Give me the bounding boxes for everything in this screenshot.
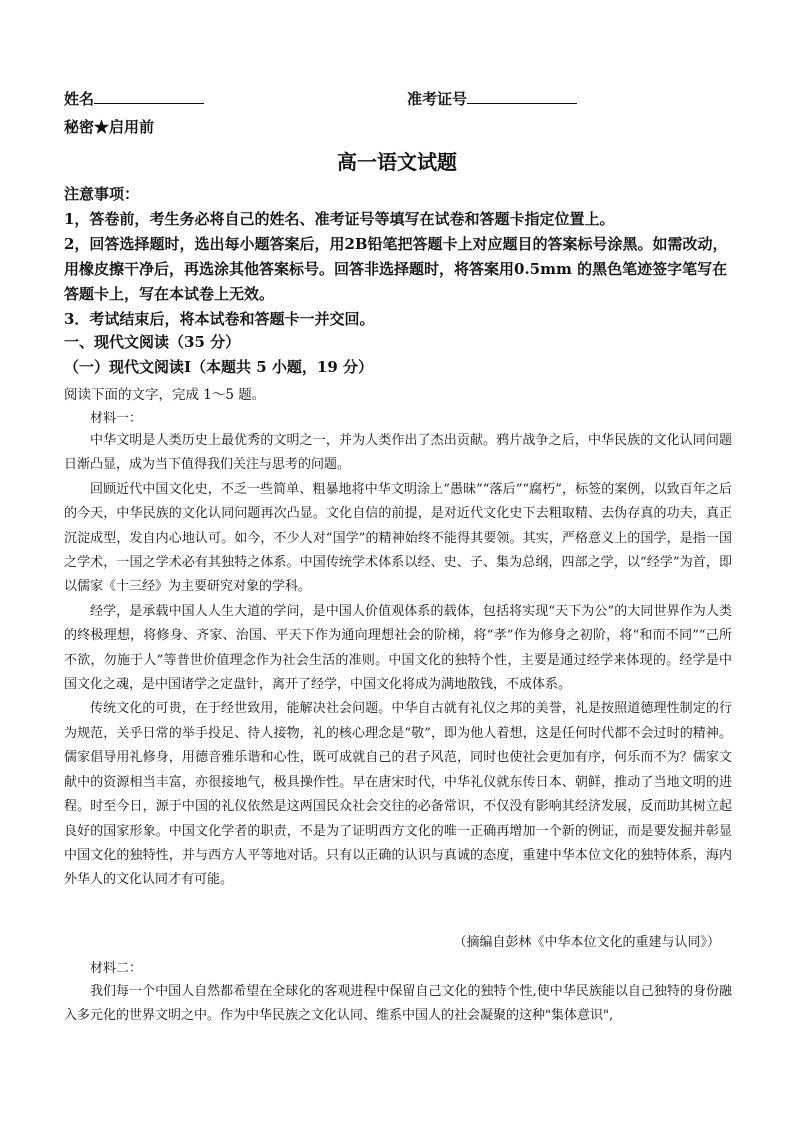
notes-block: [64, 182, 736, 332]
paragraph: 回顾近代中国文化史，不乏一些简单、粗暴地将中华文明涂上“愚昧”“落后”“腐朽”，标签的案例，以致百年之后的今天，中华民族的文化认同问题再次凸显。文化自信的前提，是对近代文化史下去粗取精、去伪存真的功夫，真正沉淀成型，发自内心地认可。如今，不少人对“国学”的精神始终不能得其要领。其实，严格意义上的国学，是指一国之学术，一国之学术必有其独特之体系。中国传统学术体系以经、史、子、集为总纲，四部之学，以“经学”为首，即以儒家《十三经》为主要研究对象的学科。: [64, 481, 732, 595]
notes-item: 1，答卷前，考生务必将自己的姓名、准考证号等填写在试卷和答题卡指定位置上。: [64, 210, 615, 228]
admission-number-label: 准考证号: [407, 90, 468, 108]
paragraph: 我们每一个中国人自然都希望在全球化的客观进程中保留自己文化的独特个性,使中华民族能以自己独特的身份融入多元化的世界文明之中。作为中华民族之文化认同、维系中国人的社会凝聚的这种"集体意识",: [64, 984, 732, 1024]
admission-number-blank: [467, 89, 577, 104]
source-citation: （摘编自彭林《中华本位文化的重建与认同》）: [453, 935, 720, 950]
subsection-heading: （一）现代文阅读Ⅰ（本题共 5 小题，19 分）: [64, 358, 373, 376]
paragraph: 传统文化的可贵，在于经世致用，能解决社会问题。中华自古就有礼仪之邦的美誉，礼是按照道德理性制定的行为规范，关乎日常的举手投足、待人接物，礼的核心理念是“敬”，即为他人着想，这是任何时代都不会过时的精神。儒家倡导用礼修身，用德音雅乐谐和心性，既可成就自己的君子风范，同时也使社会更加有序，何乐而不为？儒家文献中的资源相当丰富，亦很接地气，极具操作性。早在唐宋时代，中华礼仪就东传日本、朝鲜，推动了当地文明的进程。时至今日，源于中国的礼仪依然是这两国民众社会交往的必备常识，不仅没有影响其经济发展，反而助其树立起良好的国家形象。中国文化学者的职责，不是为了证明西方文化的唯一正确再增加一个新的例证，而是要发掘并彰显中国文化的独特性，并与西方人平等地对话。只有以正确的认识与真诚的态度，重建中华本位文化的独特体系，海内外华人的文化认同才有可能。: [64, 701, 732, 888]
material-label: 材料二：: [90, 961, 143, 976]
page-title: 高一语文试题: [337, 150, 457, 174]
section-heading: 一、现代文阅读（35 分）: [64, 333, 241, 351]
confidential-mark: 秘密★启用前: [64, 118, 155, 136]
paragraph: 中华文明是人类历史上最优秀的文明之一，并为人类作出了杰出贡献。鸦片战争之后，中华民族的文化认同问题日渐凸显，成为当下值得我们关注与思考的问题。: [64, 433, 732, 473]
reading-instruction: 阅读下面的文字，完成 1～5 题。: [64, 387, 266, 403]
notes-item: 3．考试结束后，将本试卷和答题卡一并交回。: [64, 310, 375, 328]
paragraph: 经学，是承载中国人人生大道的学问，是中国人价值观体系的载体，包括将实现“天下为公”的大同世界作为人类的终极理想，将修身、齐家、治国、平天下作为通向理想社会的阶梯，将“孝”作为修身之初阶，将“和而不同”“己所不欲，勿施于人”等普世价值理念作为社会生活的准则。中国文化的独特个性，主要是通过经学来体现的。经学是中国文化之魂，是中国诸学之定盘针，离开了经学，中国文化将成为满地散钱，不成体系。: [64, 603, 732, 693]
name-blank: [94, 89, 204, 104]
notes-item: 2，回答选择题时，选出每小题答案后，用2B铅笔把答题卡上对应题目的答案标号涂黑。如需改动，用橡皮擦干净后，再选涂其他答案标号。回答非选择题时，将答案用0.5mm 的黑色笔迹签字笔写在答题卡上，写在本试卷上无效。: [64, 235, 728, 303]
name-label: 姓名: [64, 90, 95, 108]
candidate-info-row: [64, 88, 468, 109]
material-label: 材料一：: [90, 411, 143, 426]
material-body: [64, 429, 732, 893]
notes-heading: 注意事项：: [64, 185, 140, 203]
material-body: [64, 980, 732, 1029]
